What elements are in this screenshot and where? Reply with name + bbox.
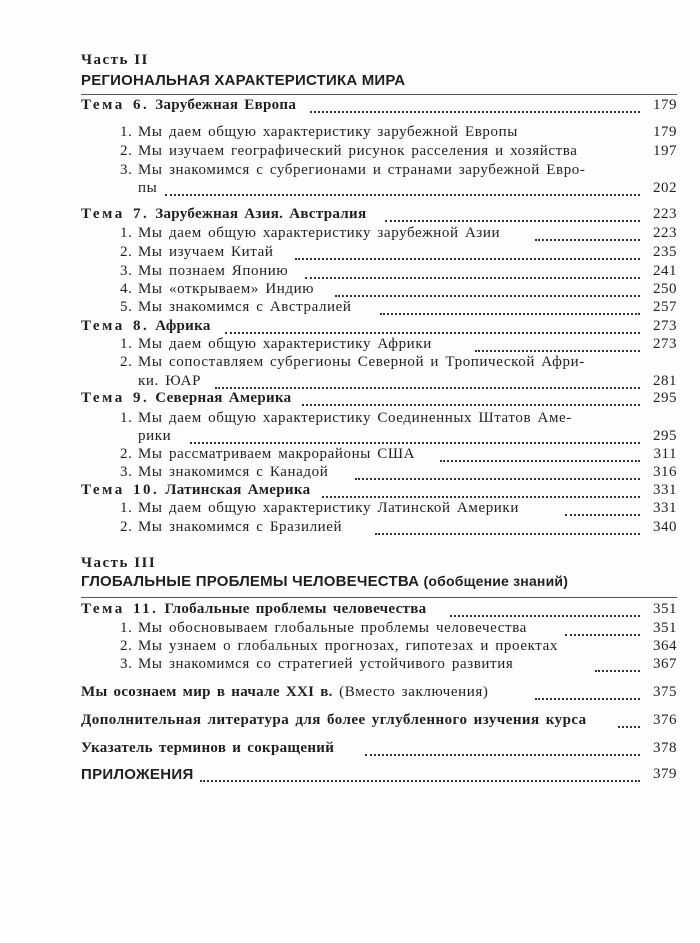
item-title: Мы знакомимся с Австралией <box>138 299 352 315</box>
leader-dots <box>475 344 640 352</box>
toc-item[interactable] <box>0 244 700 264</box>
page-number: 316 <box>653 464 677 480</box>
toc-appendix[interactable] <box>0 766 700 786</box>
toc-topic-8[interactable] <box>0 318 700 338</box>
topic-prefix: Тема 11. <box>81 601 159 617</box>
item-title: Мы познаем Японию <box>138 263 289 279</box>
leader-dots <box>215 381 640 389</box>
toc-topic-7[interactable] <box>0 206 700 226</box>
leader-dots <box>535 692 640 700</box>
item-title: Мы рассматриваем макрорайоны США <box>138 446 416 462</box>
item-title: Мы знакомимся с субрегионами и странами зарубежной Евро- <box>138 162 586 178</box>
page-number: 273 <box>653 318 677 334</box>
topic-prefix: Тема 7. <box>81 206 150 222</box>
part-3-title-text: ГЛОБАЛЬНЫЕ ПРОБЛЕМЫ ЧЕЛОВЕЧЕСТВА <box>81 573 420 590</box>
toc-topic-9[interactable] <box>0 390 700 410</box>
page-number: 295 <box>653 428 677 444</box>
toc-literature[interactable] <box>0 712 700 732</box>
page-number: 340 <box>653 519 677 535</box>
page-number: 250 <box>653 281 677 297</box>
page-number: 257 <box>653 299 677 315</box>
item-title: Мы сопоставляем субрегионы Северной и Тропической Афри- <box>138 354 585 370</box>
page-number: 202 <box>653 180 677 196</box>
leader-dots <box>335 289 640 297</box>
item-number: 1. <box>120 500 133 516</box>
toc-item[interactable] <box>0 410 700 430</box>
item-title: Мы «открываем» Индию <box>138 281 315 297</box>
topic-title: Зарубежная Азия. Австралия <box>155 206 367 222</box>
page-number: 281 <box>653 373 677 389</box>
page-number: 331 <box>653 500 677 516</box>
item-title: Мы знакомимся со стратегией устойчивого развития <box>138 656 514 672</box>
item-number: 1. <box>120 336 133 352</box>
leader-dots <box>305 271 640 279</box>
page-number: 295 <box>653 390 677 406</box>
leader-dots <box>385 214 640 222</box>
conclusion-note: (Вместо заключения) <box>339 684 489 700</box>
leader-dots <box>302 398 640 406</box>
leader-dots <box>310 105 640 113</box>
item-number: 5. <box>120 299 133 315</box>
item-number: 2. <box>120 244 133 260</box>
item-number: 3. <box>120 656 133 672</box>
item-title: Мы даем общую характеристику зарубежной Европы <box>138 124 518 140</box>
topic-prefix: Тема 6. <box>81 97 150 113</box>
page-number: 378 <box>653 740 677 756</box>
page-number: 223 <box>653 225 677 241</box>
topic-title: Глобальные проблемы человечества <box>164 601 427 617</box>
leader-dots <box>322 490 640 498</box>
page-number: 351 <box>653 620 677 636</box>
item-title: Мы даем общую характеристику зарубежной Азии <box>138 225 501 241</box>
item-number: 1. <box>120 124 133 140</box>
item-title: Мы даем общую характеристику Латинской Америки <box>138 500 519 516</box>
item-title: Мы даем общую характеристику Африки <box>138 336 432 352</box>
leader-dots <box>225 326 640 334</box>
item-number: 1. <box>120 620 133 636</box>
leader-dots <box>365 748 640 756</box>
toc-item[interactable] <box>0 500 700 520</box>
page-number: 197 <box>653 143 677 159</box>
toc-item[interactable] <box>0 143 700 163</box>
toc-topic-11[interactable] <box>0 601 700 621</box>
literature-title: Дополнительная литература для более углубленного изучения курса <box>81 712 587 728</box>
topic-title: Зарубежная Европа <box>155 97 297 113</box>
page-number: 311 <box>653 446 677 462</box>
leader-dots <box>190 436 640 444</box>
toc-item[interactable] <box>0 446 700 466</box>
toc-index[interactable] <box>0 740 700 760</box>
leader-dots <box>200 774 640 782</box>
leader-dots <box>375 527 640 535</box>
leader-dots <box>565 628 640 636</box>
leader-dots <box>618 720 640 728</box>
page-number: 375 <box>653 684 677 700</box>
toc-item[interactable] <box>0 225 700 245</box>
leader-dots <box>165 188 640 196</box>
leader-dots <box>355 472 640 480</box>
item-number: 2. <box>120 143 133 159</box>
page-number: 367 <box>653 656 677 672</box>
toc-item-continuation[interactable] <box>0 428 700 448</box>
item-number: 3. <box>120 162 133 178</box>
topic-title: Латинская Америка <box>165 482 311 498</box>
page-number: 223 <box>653 206 677 222</box>
item-title-continued: ки. ЮАР <box>138 373 202 389</box>
page-number: 351 <box>653 601 677 617</box>
leader-dots <box>380 307 640 315</box>
page-number: 235 <box>653 244 677 260</box>
toc-item[interactable] <box>0 336 700 356</box>
item-number: 4. <box>120 281 133 297</box>
toc-item[interactable] <box>0 299 700 319</box>
leader-dots <box>450 609 640 617</box>
toc-item[interactable] <box>0 281 700 301</box>
page-number: 376 <box>653 712 677 728</box>
toc-item[interactable] <box>0 620 700 640</box>
leader-dots <box>440 454 640 462</box>
page-number: 331 <box>653 482 677 498</box>
part-2-label: Часть II <box>81 52 149 68</box>
topic-prefix: Тема 8. <box>81 318 150 334</box>
item-title: Мы узнаем о глобальных прогнозах, гипотезах и проектах <box>138 638 558 654</box>
item-title: Мы изучаем географический рисунок расселения и хозяйства <box>138 143 578 159</box>
toc-item[interactable] <box>0 656 700 676</box>
item-number: 2. <box>120 519 133 535</box>
toc-item[interactable] <box>0 638 700 658</box>
appendix-title: ПРИЛОЖЕНИЯ <box>81 766 194 783</box>
toc-item[interactable] <box>0 519 700 539</box>
part-3-subtitle: (обобщение знаний) <box>423 573 569 589</box>
page-number: 273 <box>653 336 677 352</box>
topic-title: Африка <box>155 318 211 334</box>
item-title: Мы обосновываем глобальные проблемы человечества <box>138 620 527 636</box>
toc-item[interactable] <box>0 263 700 283</box>
page-number: 179 <box>653 97 677 113</box>
part-2-title: РЕГИОНАЛЬНАЯ ХАРАКТЕРИСТИКА МИРА <box>81 72 406 89</box>
leader-dots <box>595 664 640 672</box>
item-title-continued: рики <box>138 428 172 444</box>
leader-dots <box>565 508 640 516</box>
toc-conclusion[interactable] <box>0 684 700 704</box>
item-number: 1. <box>120 410 133 426</box>
item-title: Мы знакомимся с Канадой <box>138 464 329 480</box>
item-number: 3. <box>120 263 133 279</box>
toc-topic-10[interactable] <box>0 482 700 502</box>
page-number: 379 <box>653 766 677 782</box>
item-number: 2. <box>120 354 133 370</box>
index-title: Указатель терминов и сокращений <box>81 740 335 756</box>
topic-title: Северная Америка <box>155 390 292 406</box>
item-number: 3. <box>120 464 133 480</box>
toc-item[interactable] <box>0 162 700 182</box>
part-3-label: Часть III <box>81 555 157 571</box>
item-number: 2. <box>120 446 133 462</box>
leader-dots <box>295 252 640 260</box>
part-3-rule <box>81 597 677 598</box>
toc-item[interactable] <box>0 354 700 374</box>
toc-topic-6[interactable] <box>0 97 700 117</box>
item-title: Мы знакомимся с Бразилией <box>138 519 343 535</box>
item-title: Мы изучаем Китай <box>138 244 274 260</box>
page-number: 364 <box>653 638 677 654</box>
topic-prefix: Тема 9. <box>81 390 150 406</box>
toc-item[interactable] <box>0 464 700 484</box>
item-number: 1. <box>120 225 133 241</box>
toc-item-continuation[interactable] <box>0 180 700 200</box>
page-number: 179 <box>653 124 677 140</box>
topic-prefix: Тема 10. <box>81 482 160 498</box>
leader-dots <box>535 233 640 241</box>
item-number: 2. <box>120 638 133 654</box>
item-title: Мы даем общую характеристику Соединенных Штатов Аме- <box>138 410 572 426</box>
toc-item[interactable] <box>0 124 700 144</box>
item-title-continued: пы <box>138 180 158 196</box>
part-3-title <box>81 573 568 590</box>
conclusion-title: Мы осознаем мир в начале XXI в. <box>81 684 333 700</box>
part-2-rule <box>81 94 677 95</box>
page-number: 241 <box>653 263 677 279</box>
